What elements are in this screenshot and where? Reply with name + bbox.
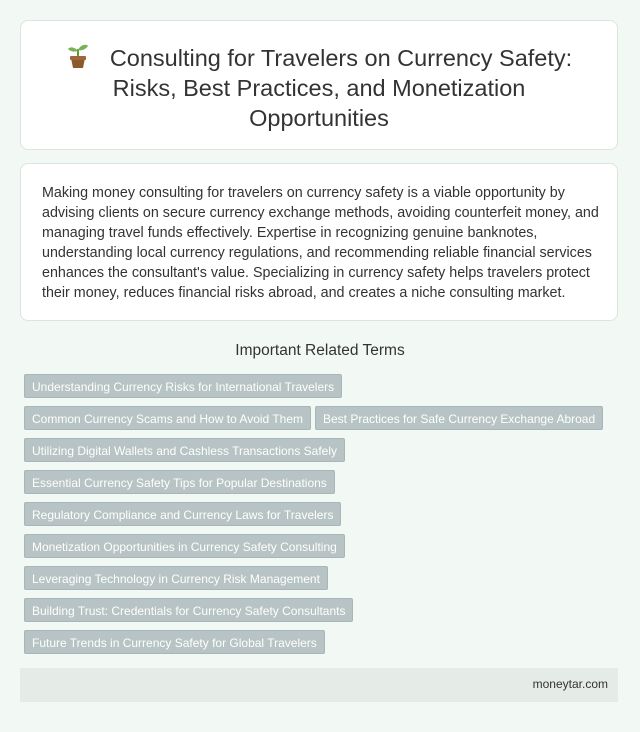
term-tag[interactable]: Best Practices for Safe Currency Exchange Abroad xyxy=(315,406,603,430)
term-tag[interactable]: Utilizing Digital Wallets and Cashless Transactions Safely xyxy=(24,438,345,462)
intro-paragraph: Making money consulting for travelers on currency safety is a viable opportunity by advising clients on secure currency exchange methods, avoiding counterfeit money, and managing travel funds effectively. Expertise in recognizing genuine banknotes, understanding local currency regulations, and recommending reliable financial services enhances the consultant's value. Specializing in currency safety helps travelers protect their money, reduces financial risks abroad, and creates a niche consulting market. xyxy=(42,185,599,301)
term-tag[interactable]: Regulatory Compliance and Currency Laws for Travelers xyxy=(24,502,341,526)
term-tag[interactable]: Essential Currency Safety Tips for Popular Destinations xyxy=(24,470,335,494)
term-tag[interactable]: Common Currency Scams and How to Avoid Them xyxy=(24,406,311,430)
term-tag[interactable]: Leveraging Technology in Currency Risk Management xyxy=(24,566,328,590)
terms-heading: Important Related Terms xyxy=(235,342,405,359)
page-title-block xyxy=(41,43,597,133)
term-tag[interactable]: Building Trust: Credentials for Currency Safety Consultants xyxy=(24,598,353,622)
term-tag[interactable]: Future Trends in Currency Safety for Global Travelers xyxy=(24,630,325,654)
intro-card xyxy=(20,163,618,321)
footer-site-link[interactable]: moneytar.com xyxy=(532,677,608,691)
term-tag[interactable]: Understanding Currency Risks for International Travelers xyxy=(24,374,342,398)
footer xyxy=(20,668,618,702)
sprout-icon xyxy=(66,43,90,69)
term-tag[interactable]: Monetization Opportunities in Currency Safety Consulting xyxy=(24,534,345,558)
title-card xyxy=(20,20,618,150)
page-title: Consulting for Travelers on Currency Safety: Risks, Best Practices, and Monetization Opportunities xyxy=(109,45,573,131)
